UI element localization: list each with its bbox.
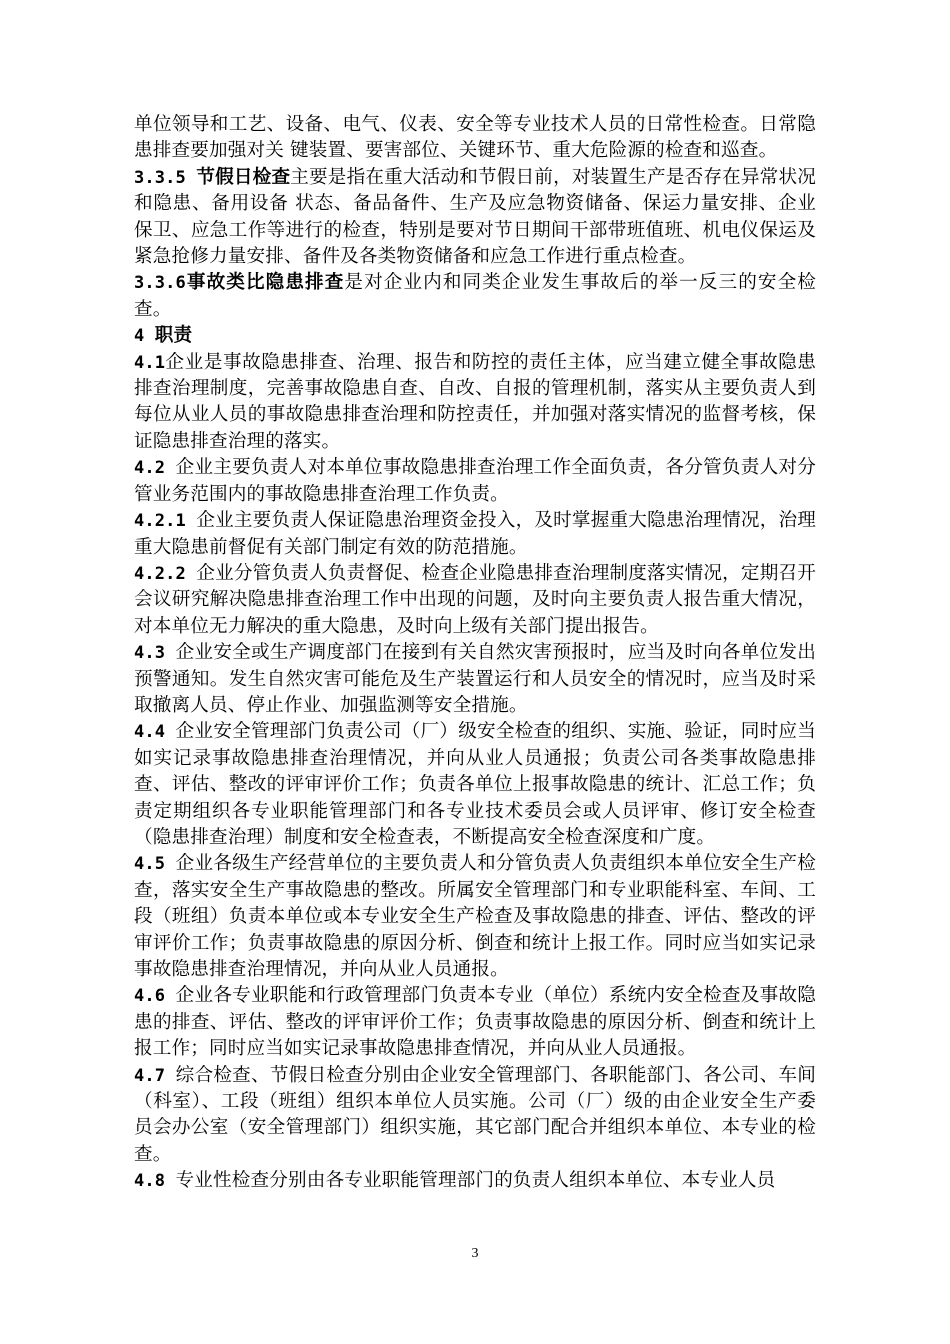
- paragraph: [134, 112, 816, 165]
- section-number: 3.3.6: [134, 273, 186, 294]
- paragraph: [134, 640, 816, 719]
- paragraph-text: 专业性检查分别由各专业职能管理部门的负责人组织本单位、本专业人员: [175, 1170, 776, 1192]
- paragraph-text: 是对企业内和同类企业发生事故后的举一反三的安全检查。: [134, 272, 816, 320]
- section-title: 职责: [154, 325, 193, 347]
- paragraph-text: 企业是事故隐患排查、治理、报告和防控的责任主体，应当建立健全事故隐患排查治理制度，完善事故隐患自查、自改、自报的管理机制，落实从主要负责人到每位从业人员的事故隐患排查治理和防控责任，并加强对落实情况的监督考核，保证隐患排查治理的落实。: [134, 351, 816, 452]
- paragraph: [134, 719, 816, 851]
- section-number: 4.7: [134, 1065, 176, 1086]
- paragraph: [134, 1168, 816, 1194]
- section-number: 4.2: [134, 458, 176, 479]
- section-number: 4: [134, 326, 155, 347]
- section-number: 4.4: [134, 722, 176, 743]
- section-term: 事故类比隐患排查: [185, 272, 345, 294]
- paragraph: [134, 1063, 816, 1169]
- paragraph: [134, 455, 816, 508]
- paragraph: [134, 983, 816, 1062]
- page-number: 3: [471, 1246, 479, 1261]
- section-number: 4.2.1: [134, 511, 197, 532]
- paragraph: [134, 270, 816, 323]
- paragraph-text: 企业各级生产经营单位的主要负责人和分管负责人负责组织本单位安全生产检查，落实安全生产事故隐患的整改。所属安全管理部门和专业职能科室、车间、工段（班组）负责本单位或本专业安全生产检查及事故隐患的排查、评估、整改的评审评价工作；负责事故隐患的原因分析、倒查和统计上报工作。同时应当如实记录事故隐患排查治理情况，并向从业人员通报。: [134, 853, 816, 980]
- section-heading: [134, 323, 816, 349]
- paragraph: [134, 851, 816, 983]
- paragraph-text: 主要是指在重大活动和节假日前，对装置生产是否存在异常状况和隐患、备用设备 状态、备品备件、生产及应急物资储备、保运力量安排、企业 保卫、应急工作等进行的检查，特别是要对节日期间干部带班值班、机电仪保运及紧急抢修力量安排、备件及各类物资储备和应急工作进行重点检查。: [134, 166, 816, 268]
- paragraph-text: 企业各专业职能和行政管理部门负责本专业（单位）系统内安全检查及事故隐患的排查、评估、整改的评审评价工作；负责事故隐患的原因分析、倒查和统计上报工作；同时应当如实记录事故隐患排查情况，并向从业人员通报。: [134, 985, 816, 1060]
- section-number: 3.3.5: [134, 167, 197, 188]
- section-number: 4.1: [134, 352, 166, 373]
- section-term: 节假日检查: [196, 166, 291, 188]
- paragraph: [134, 508, 816, 561]
- section-number: 4.6: [134, 986, 176, 1007]
- section-number: 4.2.2: [134, 563, 197, 584]
- paragraph: [134, 561, 816, 640]
- paragraph-text: 企业分管负责人负责督促、检查企业隐患排查治理制度落实情况，定期召开会议研究解决隐患排查治理工作中出现的问题，及时向主要负责人报告重大情况，对本单位无力解决的重大隐患，及时向上级有关部门提出报告。: [134, 562, 816, 637]
- paragraph: [134, 165, 816, 271]
- paragraph-text: 企业主要负责人对本单位事故隐患排查治理工作全面负责，各分管负责人对分管业务范围内的事故隐患排查治理工作负责。: [134, 457, 816, 505]
- paragraph-text: 单位领导和工艺、设备、电气、仪表、安全等专业技术人员的日常性检查。日常隐患排查要加强对关 键装置、要害部位、关键环节、重大危险源的检查和巡查。: [134, 114, 816, 162]
- paragraph-text: 企业主要负责人保证隐患治理资金投入，及时掌握重大隐患治理情况，治理重大隐患前督促有关部门制定有效的防范措施。: [134, 510, 816, 558]
- paragraph-text: 企业安全或生产调度部门在接到有关自然灾害预报时，应当及时向各单位发出预警通知。发生自然灾害可能危及生产装置运行和人员安全的情况时，应当及时采取撤离人员、停止作业、加强监测等安全措施。: [134, 642, 816, 716]
- section-number: 4.5: [134, 854, 176, 875]
- section-number: 4.8: [134, 1171, 176, 1192]
- document-body: [134, 112, 816, 1195]
- paragraph-text: 企业安全管理部门负责公司（厂）级安全检查的组织、实施、验证，同时应当如实记录事故隐患排查治理情况，并向从业人员通报；负责公司各类事故隐患排查、评估、整改的评审评价工作；负责各单位上报事故隐患的统计、汇总工作；负责定期组织各专业职能管理部门和各专业技术委员会或人员评审、修订安全检查（隐患排查治理）制度和安全检查表，不断提高安全检查深度和广度。: [134, 721, 816, 848]
- paragraph: [134, 350, 816, 456]
- paragraph-text: 综合检查、节假日检查分别由企业安全管理部门、各职能部门、各公司、车间（科室）、工段（班组）组织本单位人员实施。公司（厂）级的由企业安全生产委员会办公室（安全管理部门）组织实施，其它部门配合并组织本单位、本专业的检查。: [134, 1064, 816, 1165]
- section-number: 4.3: [134, 643, 176, 664]
